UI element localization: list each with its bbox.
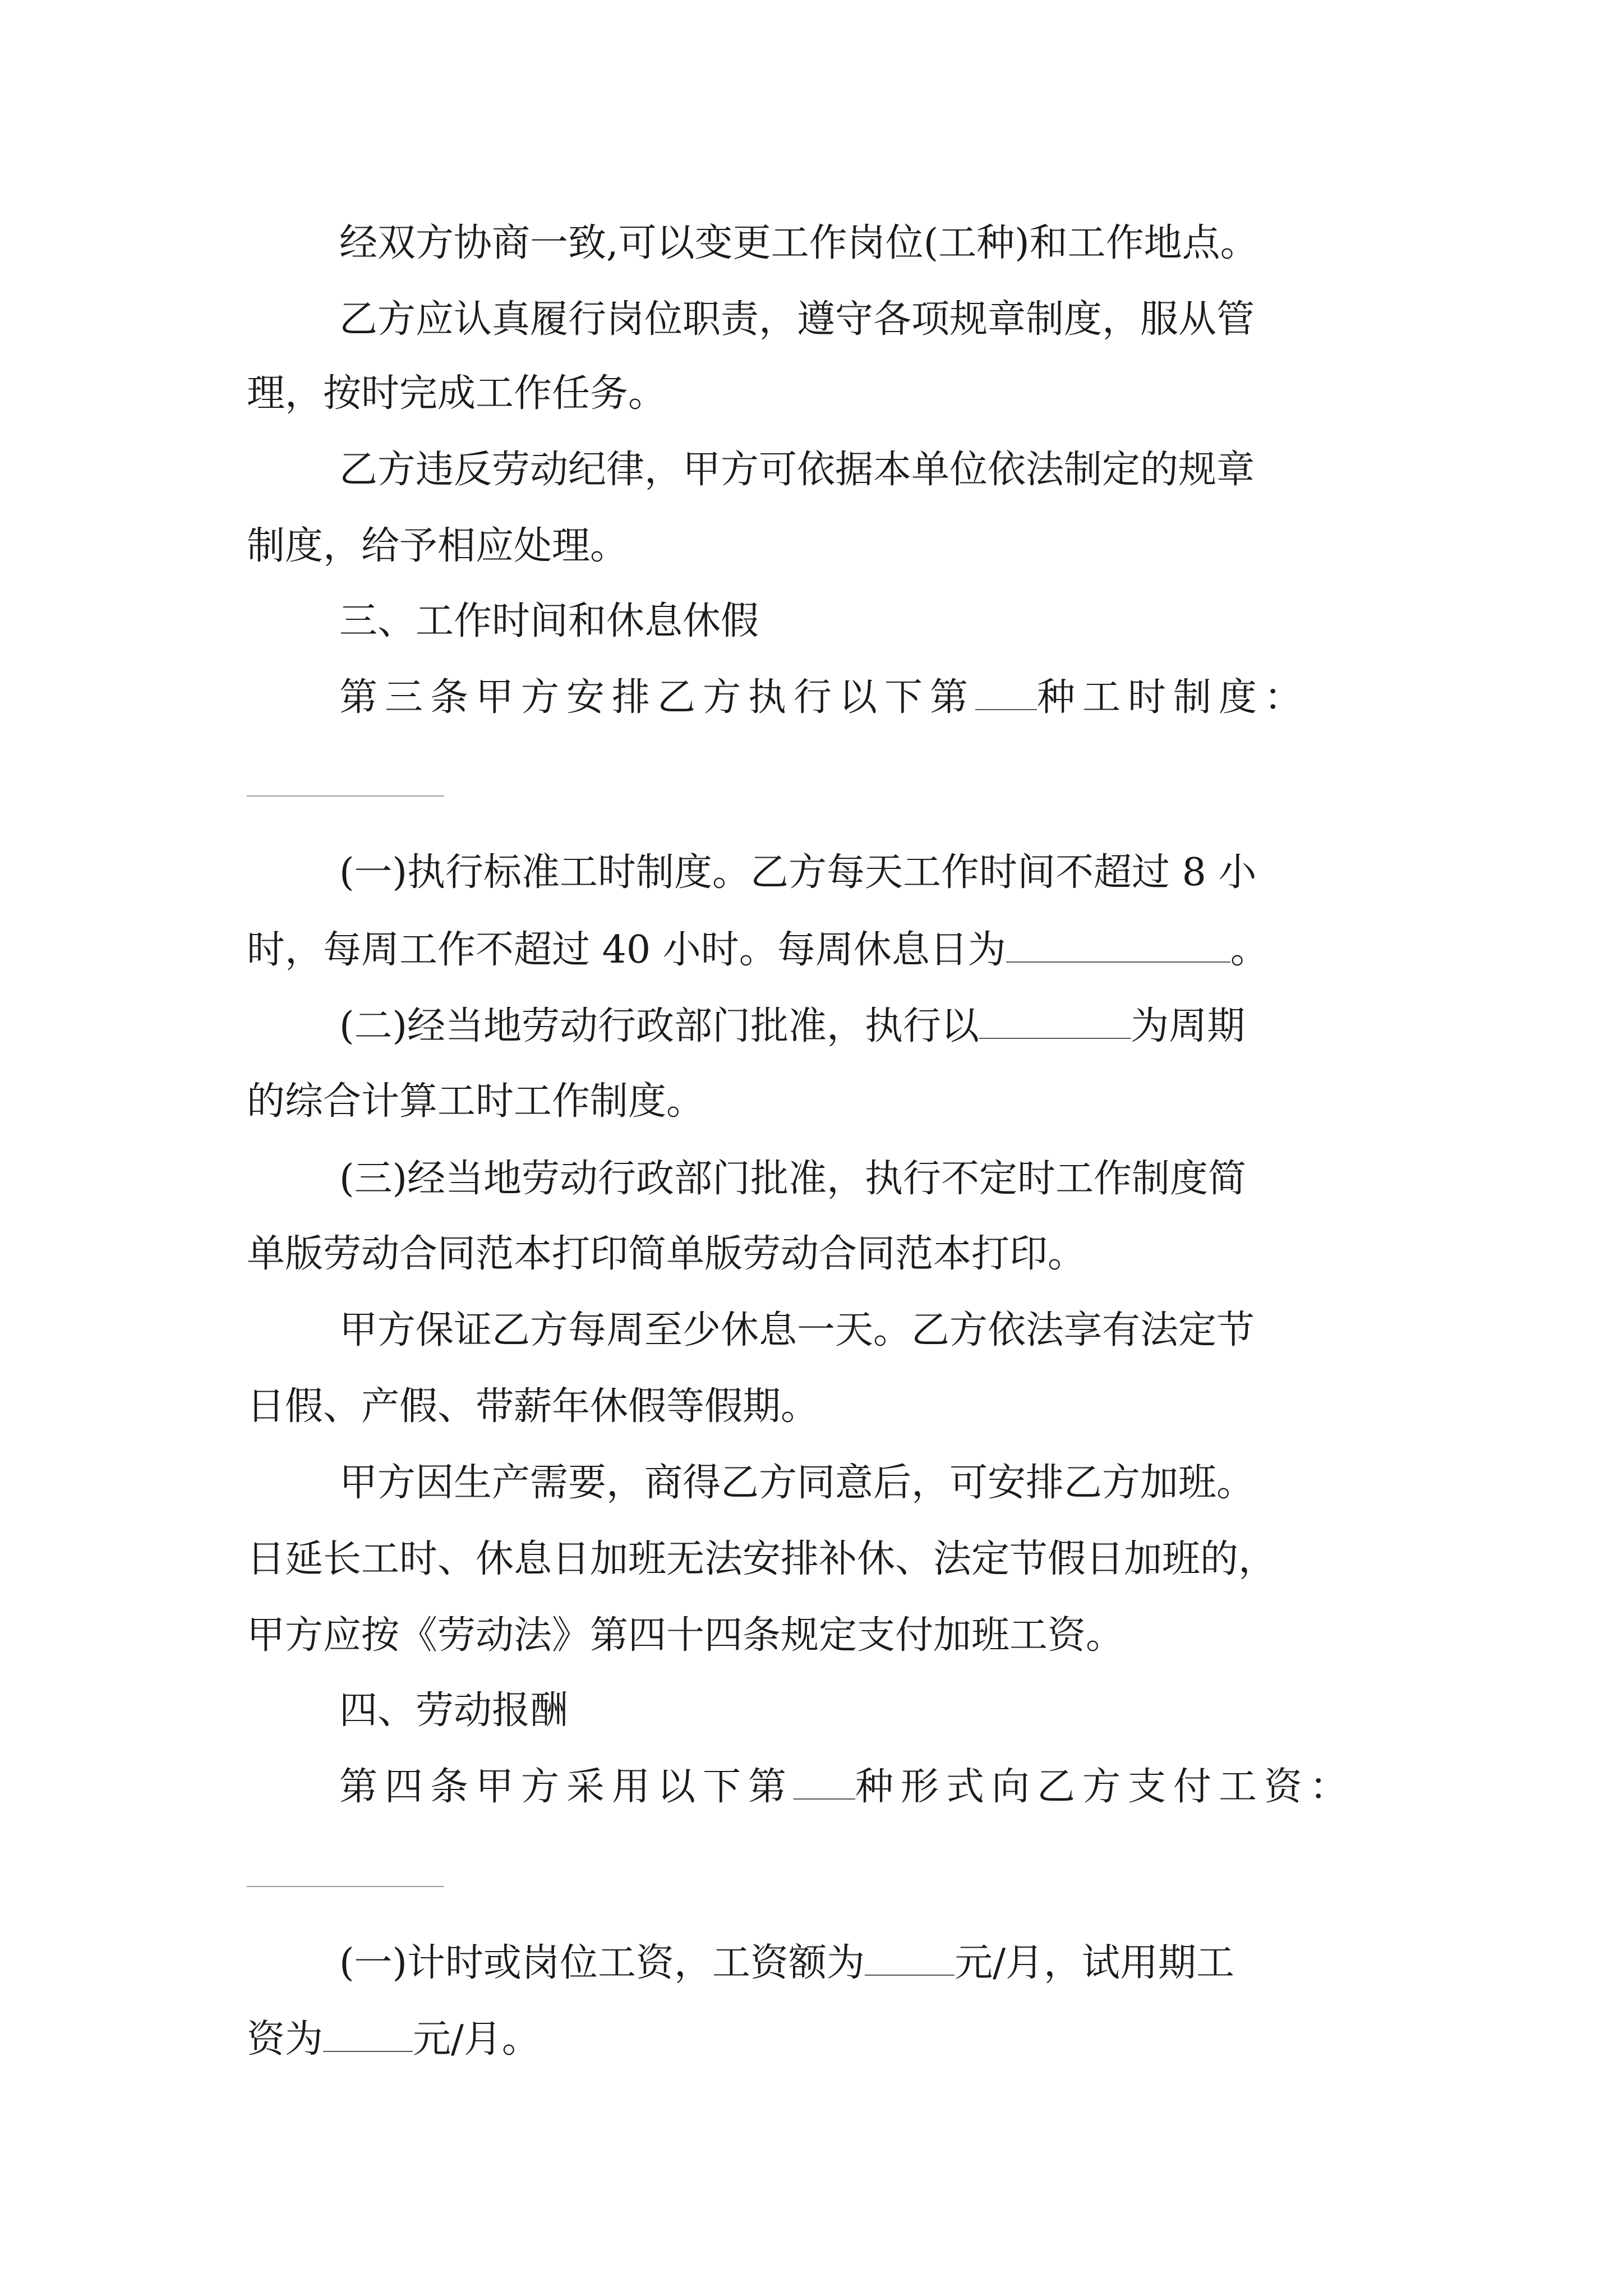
fill-in-blank: [1006, 927, 1230, 963]
paragraph-line: [247, 2012, 1391, 2068]
paragraph-line: 日假、产假、带薪年休假等假期。: [247, 1384, 819, 1429]
fill-in-blank: [794, 1764, 855, 1800]
paragraph-line: 经双方协商一致,可以变更工作岗位(工种)和工作地点。: [339, 221, 1258, 265]
fill-in-blank: [323, 2016, 413, 2052]
paragraph-line: 甲方应按《劳动法》第四十四条规定支付加班工资。: [247, 1613, 1124, 1658]
article-text: 第四条甲方采用以下第: [339, 1765, 794, 1809]
divider-rule: [247, 1886, 444, 1887]
line-text: 元/月，试用期工: [955, 1941, 1234, 1985]
line-text: 资为: [247, 2017, 324, 2062]
fill-in-blank: [865, 1940, 955, 1976]
paragraph-line: 甲方保证乙方每周至少休息一天。乙方依法享有法定节: [339, 1308, 1255, 1352]
paragraph-line: 的综合计算工时工作制度。: [247, 1079, 705, 1124]
article-text: 种工时制度：: [1037, 675, 1310, 720]
paragraph-line: [339, 999, 1394, 1055]
line-text: 元/月。: [413, 2017, 540, 2062]
line-text: 时，每周工作不超过 40 小时。每周休息日为: [247, 928, 1006, 972]
line-text: (二)经当地劳动行政部门批准，执行以: [339, 1004, 980, 1048]
paragraph-line: 理，按时完成工作任务。: [247, 371, 667, 416]
paragraph-line: 单版劳动合同范本打印简单版劳动合同范本打印。: [247, 1232, 1086, 1276]
line-text: (一)计时或岗位工资，工资额为: [339, 1941, 865, 1985]
paragraph-line: 日延长工时、休息日加班无法安排补休、法定节假日加班的，: [247, 1537, 1277, 1581]
divider-rule: [247, 795, 444, 797]
line-text: 。: [1230, 928, 1269, 972]
section-heading: 四、劳动报酬: [339, 1688, 569, 1733]
article-line: [339, 1759, 1394, 1815]
paragraph-line: [247, 922, 1391, 978]
article-text: 第三条甲方安排乙方执行以下第: [339, 675, 976, 720]
article-text: 种形式向乙方支付工资：: [855, 1765, 1355, 1809]
article-line: [339, 670, 1394, 726]
paragraph-line: (三)经当地劳动行政部门批准，执行不定时工作制度简: [339, 1157, 1247, 1201]
paragraph-line: 制度，给予相应处理。: [247, 524, 629, 568]
line-text: 为周期: [1131, 1004, 1246, 1048]
paragraph-line: (一)执行标准工时制度。乙方每天工作时间不超过 8 小: [339, 850, 1257, 895]
fill-in-blank: [979, 1003, 1131, 1039]
section-heading: 三、工作时间和休息休假: [339, 599, 759, 643]
paragraph-line: [339, 1935, 1394, 1991]
paragraph-line: 乙方应认真履行岗位职责，遵守各项规章制度，服从管: [339, 297, 1255, 342]
paragraph-line: 乙方违反劳动纪律，甲方可依据本单位依法制定的规章: [339, 448, 1255, 492]
paragraph-line: 甲方因生产需要，商得乙方同意后，可安排乙方加班。: [339, 1461, 1255, 1505]
fill-in-blank: [975, 674, 1037, 710]
